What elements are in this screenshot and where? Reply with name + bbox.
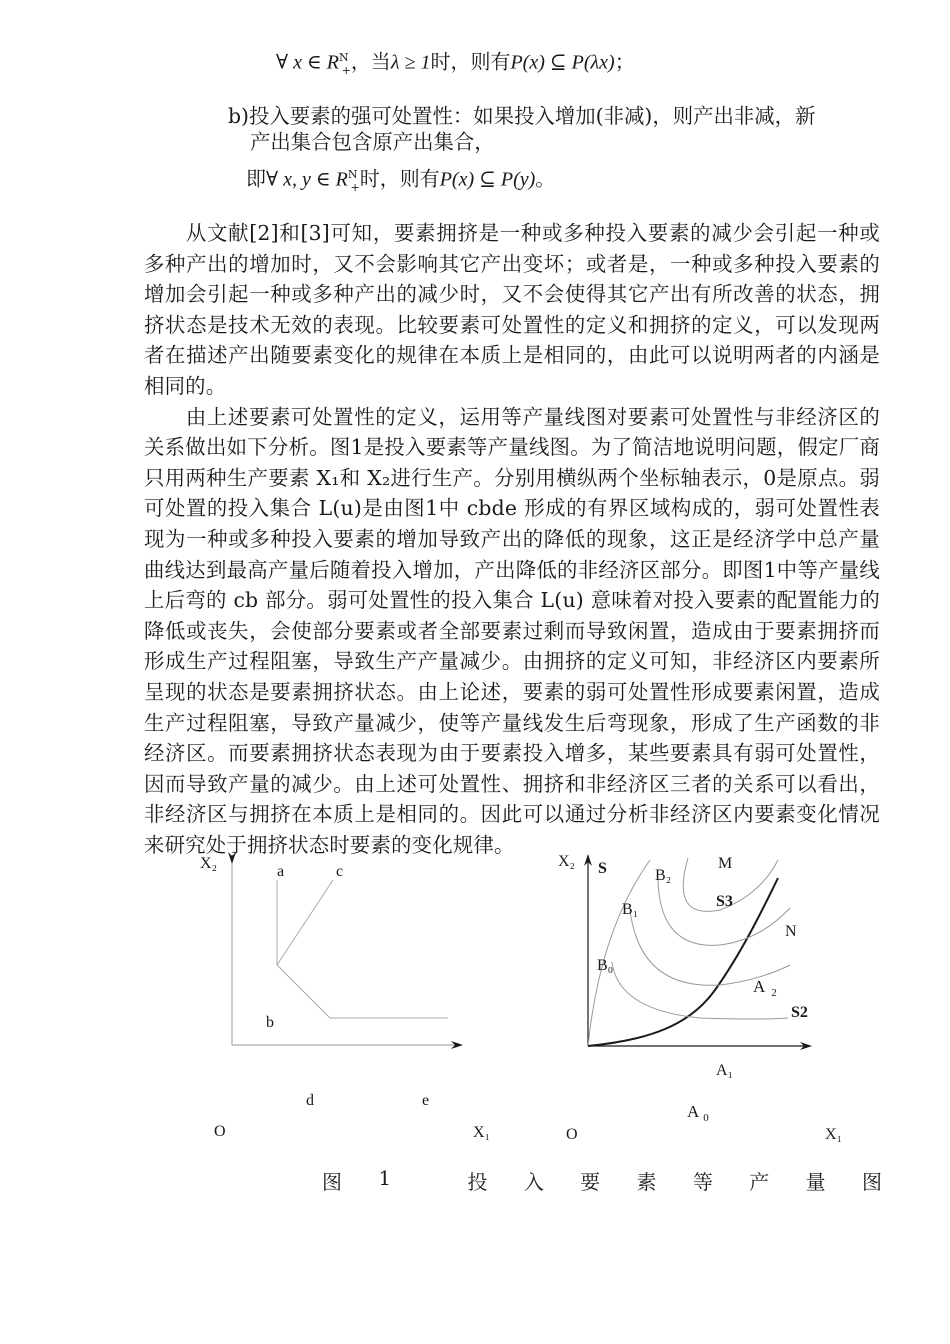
caption-char: 图	[322, 1170, 342, 1194]
caption-char: 量	[805, 1170, 826, 1194]
caption-char: 要	[580, 1170, 601, 1194]
lambda-condition: λ ≥ 1	[390, 51, 431, 74]
label-S3: S3	[716, 893, 733, 910]
label-A0: A $_0$	[687, 1102, 709, 1124]
label-S2: S2	[791, 1004, 808, 1021]
label-c: c	[336, 863, 344, 880]
caption-char: 图	[861, 1170, 882, 1194]
caption-char: 素	[636, 1170, 657, 1194]
caption-char: 产	[749, 1170, 770, 1194]
caption-char: 入	[523, 1170, 544, 1194]
subscript-plus: +	[341, 63, 351, 77]
right-x1-label: X₁	[825, 1126, 843, 1143]
label-d: d	[306, 1092, 314, 1109]
when-text: ，当	[350, 49, 391, 74]
label-S: S	[598, 860, 607, 877]
isoquant-lower	[277, 965, 448, 1018]
label-A1: A₁	[716, 1062, 734, 1079]
left-isoquant-figure	[200, 852, 490, 1141]
when-end-text: 时，则有	[430, 49, 511, 74]
inclusion-formula: P(x) ⊆ P(λx)	[510, 51, 615, 74]
label-A2: A $_2$	[753, 977, 777, 999]
forall-expression: ∀ x ∈ R	[276, 51, 339, 74]
label-B0: B₀	[597, 957, 614, 974]
forall-xy-expression: ∀ x, y ∈ R	[266, 168, 348, 191]
caption-char: 1	[378, 1166, 392, 1190]
left-x2-label: X₂	[200, 855, 218, 872]
isoquant-1	[630, 910, 790, 985]
label-B2: B₂	[655, 867, 672, 884]
line-end: ；	[614, 49, 635, 74]
isoquant-2	[658, 880, 790, 945]
ridge-line-n	[588, 878, 778, 1046]
paragraph-1: 从文献[2]和[3]可知，要素拥挤是一种或多种投入要素的减少会引起一种或多种产出的增加时，又不会影响其它产出变坏；或者是，一种或多种投入要素的增加会引起一种或多种产出的减少时，又不会使得其它产出有所改善的状态，拥挤状态是技术无效的表现。比较要素可处置性的定义和拥挤的定义，可以发现两者在描述产出随要素变化的规律在本质上是相同的，由此可以说明两者的内涵是相同的。	[144, 221, 880, 398]
item-b-prefix: 即	[246, 166, 266, 191]
left-y-arrow	[228, 852, 236, 864]
item-b-when: 时，则有	[359, 166, 440, 191]
ridge-line-s	[588, 860, 650, 1046]
label-b: b	[266, 1014, 274, 1031]
left-origin-label: O	[214, 1123, 226, 1140]
superscript-n-2: N	[347, 168, 358, 181]
left-x1-label: X₁	[473, 1124, 491, 1141]
right-origin-label: O	[566, 1126, 578, 1143]
label-a: a	[277, 863, 285, 880]
right-isoquant-figure	[558, 853, 842, 1143]
label-B1: B₁	[622, 901, 639, 918]
caption-char: 等	[692, 1170, 713, 1194]
label-e: e	[422, 1092, 430, 1109]
figure-caption	[322, 1166, 882, 1195]
inclusion-formula-2: P(x) ⊆ P(y)	[439, 168, 536, 191]
item-b-line1: b)投入要素的强可处置性：如果投入增加(非减)，则产出非减，新	[228, 104, 816, 128]
label-N: N	[785, 923, 797, 940]
caption-char: 投	[467, 1170, 488, 1194]
right-x2-label: X₂	[558, 853, 576, 870]
item-b-line2: 产出集合包含原产出集合，	[250, 130, 495, 154]
item-b-end: 。	[535, 166, 556, 191]
segment-c	[277, 880, 333, 965]
paragraph-2: 由上述要素可处置性的定义，运用等产量线图对要素可处置性与非经济区的关系做出如下分析。图1是投入要素等产量线图。为了简洁地说明问题，假定厂商只用两种生产要素 X₁和 X₂进行生产。分别用横纵两个坐标轴表示，0是原点。弱可处置的投入集合 L(u)是由图1中 cbde 形成的有界区域构成的，弱可处置性表现为一种或多种投入要素的增加导致产出的降低的现象，这正是经济学中总产量曲线达到最高产量后随着投入增加，产出降低的非经济区部分。即图1中等产量线上后弯的 cb 部分。弱可处置性的投入集合 L(u) 意味着对投入要素的配置能力的降低或丧失，会使部分要素或者全部要素过剩而导致闲置，造成由于要素拥挤而形成生产过程阻塞，导致生产产量减少。由拥挤的定义可知，非经济区内要素所呈现的状态是要素拥挤状态。由上论述，要素的弱可处置性形成要素闲置，造成生产过程阻塞，导致产量减少，使等产量线发生后弯现象，形成了生产函数的非经济区。而要素拥挤状态表现为由于要素投入增多，某些要素具有弱可处置性，因而导致产量的减少。由上述可处置性、拥挤和非经济区三者的关系可以看出，非经济区与拥挤在本质上是相同的。因此可以通过分析非经济区内要素变化情况来研究处于拥挤状态时要素的变化规律。	[144, 404, 880, 857]
superscript-n: N	[338, 51, 349, 64]
label-M: M	[718, 855, 733, 872]
subscript-plus-2: +	[350, 180, 360, 194]
